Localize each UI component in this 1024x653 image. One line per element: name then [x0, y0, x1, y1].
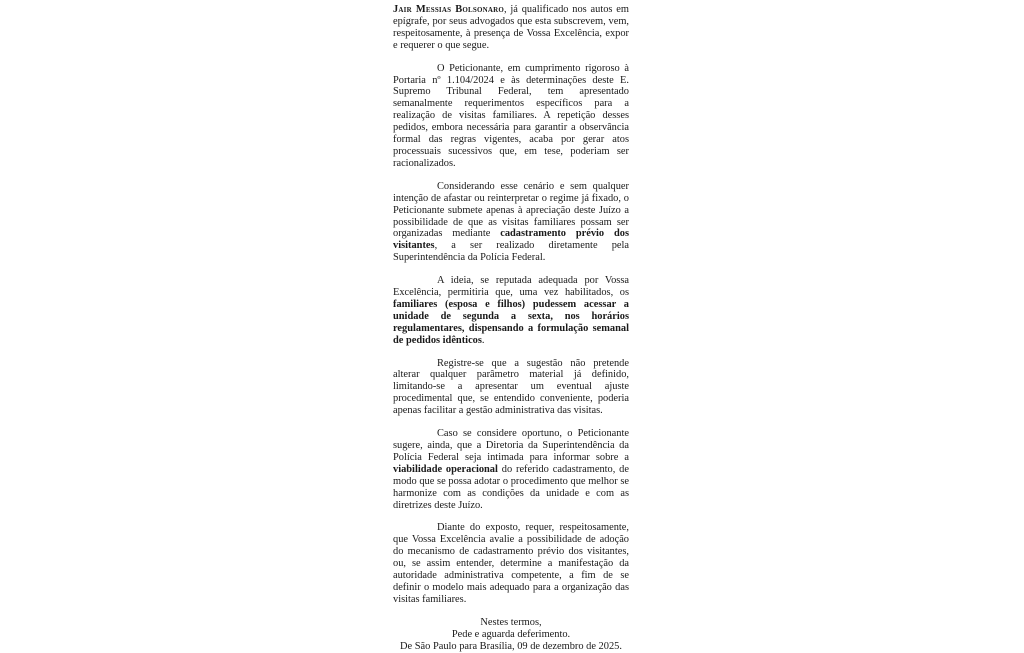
text-segment: do referido cadastramento, de modo que se possa adotar o procedimento que melhor se harmonize com as condições da unidade e com as diretrizes deste Juízo. — [393, 463, 629, 511]
petition-body — [393, 4, 629, 653]
text-segment: , já qualificado nos autos em epígrafe, por seus advogados que esta subscrevem, vem, respeitosamente, à presença de Vossa Excelência, expor e requerer o que segue. — [393, 4, 629, 51]
bold-text: viabilidade operacional — [393, 463, 498, 475]
text-segment: , a ser realizado diretamente pela Superintendência da Polícia Federal. — [393, 240, 629, 264]
closing-line-terms: Nestes termos, — [480, 616, 542, 628]
text-segment: Caso se considere oportuno, o Peticionante sugere, ainda, que a Diretoria da Superintendência da Polícia Federal seja intimada para informar sobre a — [393, 428, 629, 463]
text-segment: . — [481, 334, 485, 346]
bold-text: cadastramento prévio dos visitantes — [393, 228, 629, 252]
paragraph — [393, 63, 629, 170]
petitioner-name: Jair Messias Bolsonaro — [393, 4, 504, 15]
text-segment: Considerando esse cenário e sem qualquer intenção de afastar ou reinterpretar o regime já fixado, o Peticionante submete apenas à apreciação deste Juízo a possibilidade de que as visitas familiares possam ser organizadas mediante — [393, 180, 629, 240]
text-segment: A ideia, se reputada adequada por Vossa Excelência, permitiria que, uma vez habilitados, os — [393, 275, 629, 299]
paragraph — [393, 181, 629, 264]
paragraph — [393, 522, 629, 605]
text-segment: Registre-se que a sugestão não pretende alterar qualquer parâmetro material já definido, limitando-se a apresentar um eventual ajuste procedimental que, se entendido conveniente, poderia apenas facilitar a gestão administrativa das visitas. — [393, 357, 629, 417]
text-segment: Diante do exposto, requer, respeitosamente, que Vossa Excelência avalie a possibilidade de adoção do mecanismo de cadastramento prévio dos visitantes, ou, se assim entender, determine a manifestação da autoridade administrativa competente, a fim de se definir o modelo mais adequado para a organização das visitas familiares. — [393, 522, 629, 605]
bold-text: familiares (esposa e filhos) pudessem acessar a unidade de segunda a sexta, nos horários regulamentares, dispensando a formulação semanal de pedidos idênticos — [393, 298, 629, 346]
closing-block — [393, 617, 629, 653]
text-segment: O Peticionante, em cumprimento rigoroso à Portaria nº 1.104/2024 e às determinações deste E. Supremo Tribunal Federal, tem apresentado semanalmente requerimentos específicos para a realização de visitas familiares. A repetição desses pedidos, embora necessária para garantir a observância formal das regras vigentes, acaba por gerar atos processuais sucessivos que, em tese, poderiam ser racionalizados. — [393, 62, 629, 169]
paragraph-list — [393, 4, 629, 606]
paragraph — [393, 275, 629, 346]
closing-line-request: Pede e aguarda deferimento. — [451, 628, 571, 640]
paragraph — [393, 4, 629, 52]
paragraph — [393, 358, 629, 418]
paragraph — [393, 428, 629, 511]
closing-line-place-date: De São Paulo para Brasília, 09 de dezembro de 2025. — [400, 641, 622, 653]
